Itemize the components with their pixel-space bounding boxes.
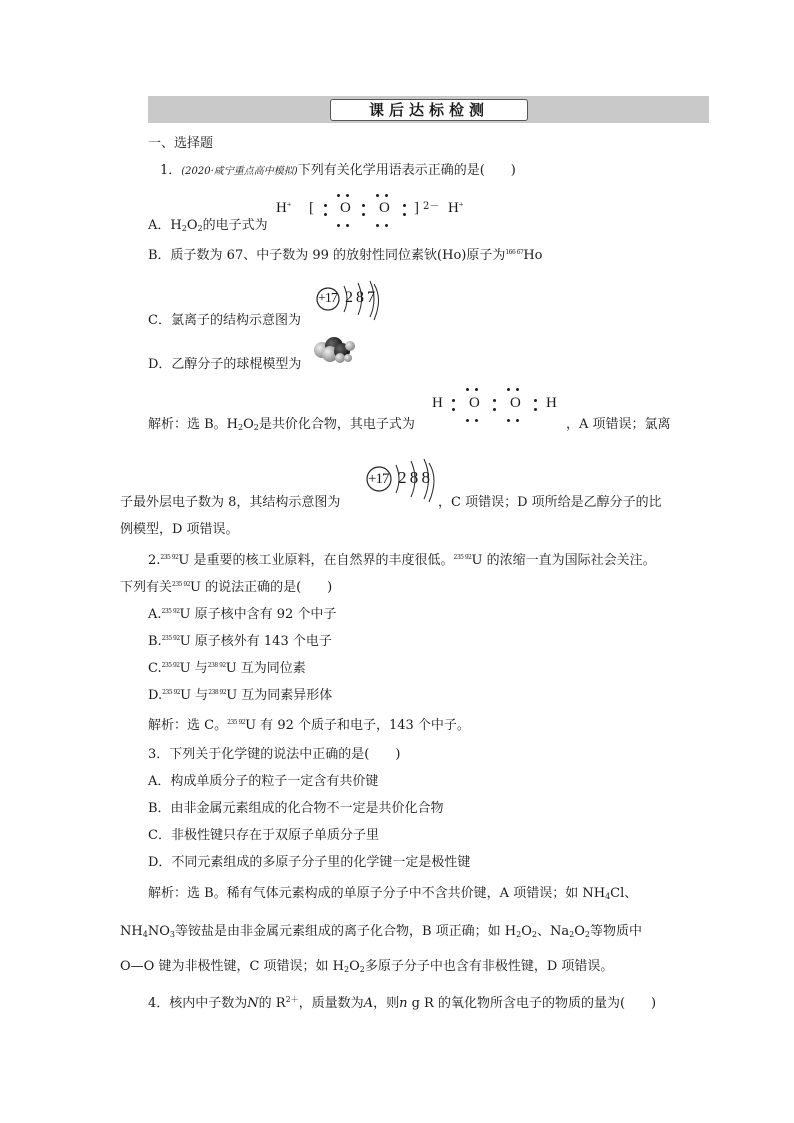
question-1-stem <box>160 162 516 181</box>
q1-option-a: A．$H_2O_2$的电子式为 <box>148 218 268 233</box>
banner-title: 课后达标检测 <box>330 99 528 121</box>
q2-analysis: 解析：选 C。$^{235 92}$U 有 92 个质子和电子，143 个中子。 <box>148 718 470 733</box>
q2-option-b: B.$^{235 92}$U 原子核外有 143 个电子 <box>148 634 332 649</box>
q1-analysis-line2: 子最外层电子数为 8，其结构示意图为 <box>120 495 341 510</box>
question-2-line1: 2.$^{235 92}$U 是重要的核工业原料，在自然界的丰度很低。$^{235 92}$U 的浓缩一直为国际社会关注。 <box>148 553 656 568</box>
q1-analysis-line1: 解析：选 B。$H_2O_2$是共价化合物，其电子式为 <box>148 417 415 432</box>
q3-analysis-line1: 解析：选 B。稀有气体元素构成的单原子分子中不含共价键，A 项错误；如 $NH_4Cl$、 <box>148 886 638 901</box>
q1-option-c: C．氯离子的结构示意图为 <box>148 313 301 328</box>
q3-analysis-line3: O—O 键为非极性键，C 项错误；如 $H_2O_2$多原子分子中也含有非极性键，D 项错误。 <box>120 959 614 974</box>
chloride-ion-diagram: +17 2 8 7 <box>314 278 384 324</box>
q1-stem-text: 下列有关化学用语表示正确的是( ) <box>297 163 516 178</box>
q3-analysis-line2: $NH_4NO_3$等铵盐是由非金属元素组成的离子化合物，B 项正确；如 $H_2O_2$、$Na_2O_2$等物质中 <box>120 924 642 939</box>
q3-option-c: C．非极性键只存在于双原子单质分子里 <box>148 828 379 843</box>
q1-option-d: D．乙醇分子的球棍模型为 <box>148 357 302 372</box>
q1-option-b: B．质子数为 67、中子数为 99 的放射性同位素钬(Ho)原子为$^{166 67}$Ho <box>148 248 543 263</box>
ethanol-model-image <box>312 334 356 364</box>
q2-option-a: A.$^{235 92}$U 原子核中含有 92 个中子 <box>148 607 337 622</box>
q2-option-c: C.$^{235 92}$U 与$^{238 92}$U 互为同位素 <box>148 661 306 676</box>
q1-analysis-line2-tail: ，C 项错误；D 项所给是乙醇分子的比 <box>438 495 662 510</box>
question-2-line2: 下列有关$^{235 92}$U 的说法正确的是( ) <box>120 580 333 595</box>
question-3-stem: 3．下列关于化学键的说法中正确的是( ) <box>148 747 401 762</box>
chloride-ion-diagram-correct: +17 2 8 8 <box>364 456 440 506</box>
question-4-stem: 4．核内中子数为N的 $R^{2+}$，质量数为A，则n g R 的氧化物所含电子的物质的量为( ) <box>148 995 657 1011</box>
q3-option-a: A．构成单质分子的粒子一定含有共价键 <box>148 774 379 789</box>
q2-option-d: D.$^{235 92}$U 与$^{238 92}$U 互为同素异形体 <box>148 688 333 703</box>
q3-option-b: B．由非金属元素组成的化合物不一定是共价化合物 <box>148 801 444 816</box>
q3-option-d: D．不同元素组成的多原子分子里的化学键一定是极性键 <box>148 855 471 870</box>
q1-source: (2020·咸宁重点高中模拟) <box>181 166 298 177</box>
q1-analysis-line3: 例模型，D 项错误。 <box>120 522 239 537</box>
q1-analysis-line1-tail: ，A 项错误；氯离 <box>566 417 671 432</box>
section-title: 一、选择题 <box>148 136 214 151</box>
q1-number: 1． <box>160 163 182 178</box>
